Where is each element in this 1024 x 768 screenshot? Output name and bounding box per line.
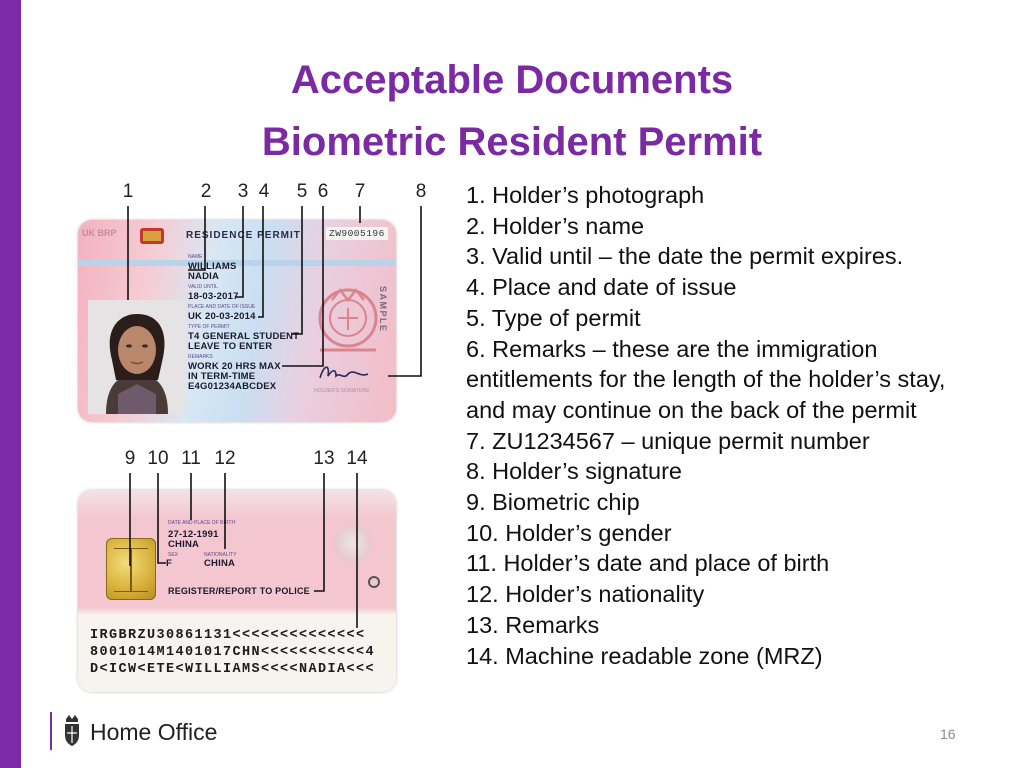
field-label: SEX	[168, 552, 179, 558]
home-office-label: Home Office	[90, 719, 218, 745]
holder-photo-image	[88, 300, 186, 414]
holder-given-name: NADIA	[188, 271, 220, 282]
callout-number: 9	[124, 448, 136, 469]
card-header: RESIDENCE PERMIT	[186, 230, 301, 241]
legend-item: 11. Holder’s date and place of birth	[466, 550, 830, 577]
footer-divider	[50, 712, 52, 750]
card-stripe	[78, 260, 396, 266]
legend-item: 9. Biometric chip	[466, 489, 640, 516]
biometric-chip-icon	[106, 538, 156, 600]
legend-item: 3. Valid until – the date the permit expires.	[466, 243, 904, 270]
holder-signature	[314, 360, 374, 384]
field-label: REMARKS	[188, 354, 213, 360]
legend-list	[466, 180, 986, 671]
holder-nationality: CHINA	[204, 558, 236, 569]
legend-item: 12. Holder’s nationality	[466, 581, 705, 608]
callout-number: 7	[354, 181, 366, 202]
callout-number: 3	[237, 181, 249, 202]
callout-number: 2	[200, 181, 212, 202]
holder-photograph	[88, 300, 186, 414]
holder-gender: F	[166, 558, 173, 569]
remarks-line3: E4G01234ABCDEX	[188, 381, 277, 392]
callout-number: 5	[296, 181, 308, 202]
slide-subtitle: Biometric Resident Permit	[261, 120, 763, 164]
legend-item: 14. Machine readable zone (MRZ)	[466, 642, 823, 669]
back-callout-numbers	[0, 448, 440, 472]
callout-number: 4	[258, 181, 270, 202]
permit-card-front	[78, 220, 396, 422]
front-callout-numbers	[0, 181, 440, 205]
permit-card-back	[78, 490, 396, 692]
callout-number: 8	[415, 181, 427, 202]
callout-number: 10	[147, 448, 169, 469]
legend-item: 5. Type of permit	[466, 304, 641, 331]
callout-number: 1	[122, 181, 134, 202]
card-flag-icon	[140, 228, 164, 244]
callout-number: 11	[181, 448, 201, 469]
callout-number: 12	[214, 448, 236, 469]
valid-until-value: 18-03-2017	[188, 291, 239, 302]
permit-type-line1: T4 GENERAL STUDENT	[188, 331, 300, 342]
date-of-birth: 27-12-1991	[168, 529, 219, 540]
royal-crest-icon	[60, 713, 84, 749]
legend-item: 4. Place and date of issue	[466, 274, 737, 301]
legend-item: 7. ZU1234567 – unique permit number	[466, 427, 870, 454]
slide-accent-bar	[0, 0, 21, 768]
legend-item: 6. Remarks – these are the immigration entitlements for the length of the holder’s stay, and may continue on the back of the permit	[466, 335, 946, 423]
mrz-line: 8001014M1401017CHN<<<<<<<<<<<4	[90, 645, 376, 660]
legend-item: 13. Remarks	[466, 611, 600, 638]
hologram-icon	[334, 524, 372, 562]
field-label: NATIONALITY	[204, 552, 237, 558]
card-side-text: UK BRP	[82, 228, 117, 238]
legend-item: 8. Holder’s signature	[466, 458, 682, 485]
legend-item: 1. Holder’s photograph	[466, 182, 705, 208]
remarks-line1: WORK 20 HRS MAX	[188, 361, 281, 372]
callout-number: 6	[317, 181, 329, 202]
back-remarks: REGISTER/REPORT TO POLICE	[168, 586, 310, 596]
sample-watermark: SAMPLE	[378, 286, 388, 333]
signature-label: HOLDER'S SIGNATURE	[314, 388, 370, 394]
callout-number: 14	[346, 448, 368, 469]
card-ring-icon	[368, 576, 380, 588]
mrz-line: D<ICW<ETE<WILLIAMS<<<<NADIA<<<	[90, 662, 376, 677]
callout-number: 13	[313, 448, 335, 469]
field-label: TYPE OF PERMIT	[188, 324, 230, 330]
issue-value: UK 20-03-2014	[188, 311, 256, 322]
field-label: VALID UNTIL	[188, 284, 218, 290]
slide-title: Acceptable Documents	[290, 58, 734, 102]
place-of-birth: CHINA	[168, 539, 200, 550]
field-label: PLACE AND DATE OF ISSUE	[188, 304, 256, 310]
permit-number: ZW9005196	[326, 227, 388, 240]
legend-item: 10. Holder’s gender	[466, 519, 672, 546]
permit-type-line2: LEAVE TO ENTER	[188, 341, 273, 352]
mrz-line: IRGBRZU30861131<<<<<<<<<<<<<<	[90, 628, 366, 643]
page-number: 16	[940, 726, 956, 742]
legend-item: 2. Holder’s name	[466, 212, 645, 239]
remarks-line2: IN TERM-TIME	[188, 371, 256, 382]
field-label: DATE AND PLACE OF BIRTH	[168, 520, 236, 526]
field-label: NAME	[188, 254, 203, 260]
royal-arms-icon	[310, 280, 386, 360]
holder-surname: WILLIAMS	[188, 261, 237, 272]
